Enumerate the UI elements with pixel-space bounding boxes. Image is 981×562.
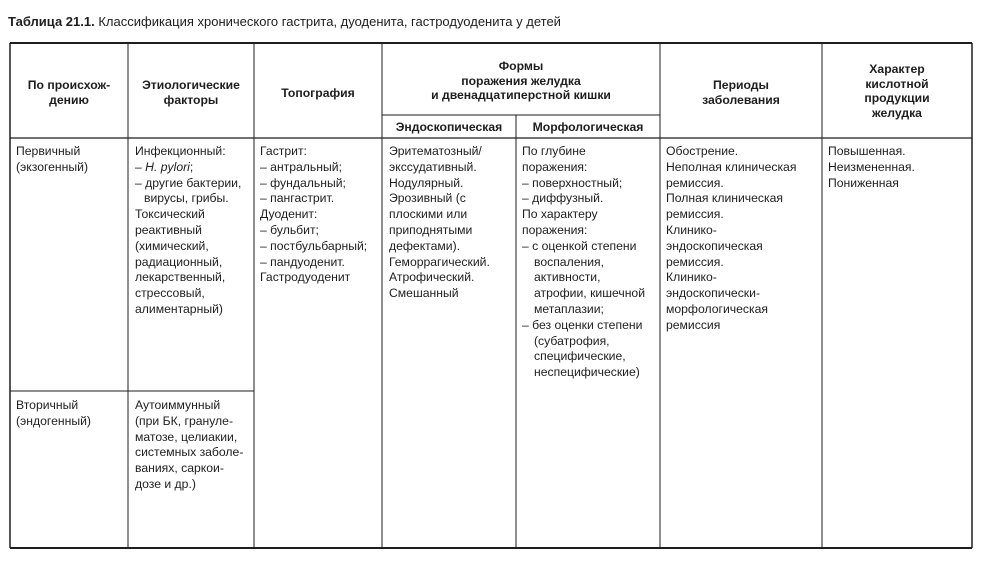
cell-acid: Повышенная. Неизмененная. Пониженная [828, 144, 915, 190]
cell-periods: Обострение. Неполная клиническая ремиссия. Полная клиническая ремиссия. Клинико- эндоскопическая ремиссия. Клинико- эндоскопически- морфологическая ремиссия [666, 144, 797, 332]
header-morphological: Морфологическая [532, 120, 644, 134]
header-origin: По происхож- дению [27, 78, 111, 107]
header-etiology: Этиологические факторы [142, 78, 240, 107]
cell-secondary-origin: Вторичный (эндогенный) [16, 398, 91, 428]
header-periods: Периоды заболевания [702, 78, 780, 107]
header-acid: Характер кислотной продукции желудка [864, 62, 930, 120]
cell-endoscopic: Эритематозный/ экссудативный. Нодулярный. Эрозивный (с плоскими или приподнятыми дефектами). Геморрагический. Атрофический. Смешанный [389, 144, 490, 301]
header-topography: Топография [281, 86, 355, 100]
hpylori-line: – H. pylori; [135, 159, 194, 174]
hpylori-name: H. pylori [145, 159, 190, 174]
cell-primary-origin: Первичный (экзогенный) [16, 144, 89, 174]
cell-topography: Гастрит: – антральный; – фундальный; – пангастрит. Дуоденит: – бульбит; – постбульбарный; – пандуоденит. Гастродуоденит [260, 144, 368, 285]
cell-primary-etiology: Инфекционный: – H. pylori; – другие бактерии, вирусы, грибы. Токсический реактивный (химический, радиационный, лекарственный, стрессовый, алиментарный) [135, 144, 242, 316]
table-title: Классификация хронического гастрита, дуоденита, гастродуоденита у детей [98, 14, 561, 29]
cell-secondary-etiology: Аутоиммунный (при БК, грануле- матозе, целиакии, системных заболе- ваниях, саркои- дозе и др.) [135, 398, 244, 491]
header-endoscopic: Эндоскопическая [395, 120, 503, 134]
header-forms: Формы поражения желудка и двенадцатиперстной кишки [431, 59, 611, 102]
cell-morphological: По глубине поражения: – поверхностный; – диффузный. По характеру поражения: – с оценкой степени воспаления, активности, атрофии, кишечной метаплазии; – без оценки степени (субатрофия, специфические, неспецифические) [522, 144, 646, 380]
table-number: Таблица 21.1. [8, 14, 95, 29]
